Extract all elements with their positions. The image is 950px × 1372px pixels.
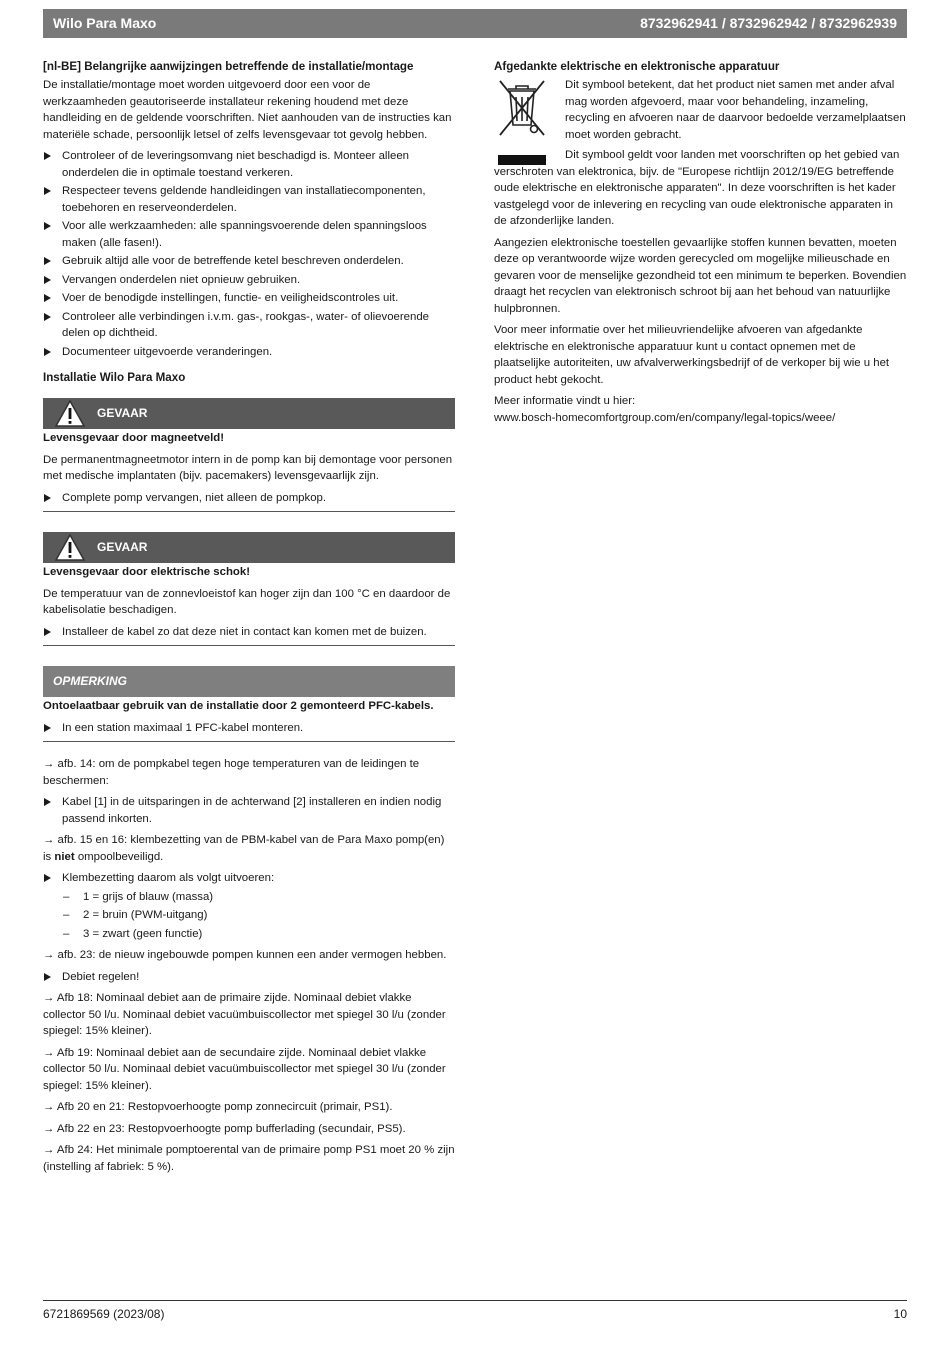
list-item: Kabel [1] in de uitsparingen in de achterwand [2] installeren en indien nodig passend inkorten. — [43, 794, 455, 827]
list-item: – 1 = grijs of blauw (massa) — [63, 889, 455, 906]
safety-list — [43, 148, 455, 360]
list-item: Installeer de kabel zo dat deze niet in contact kan komen met de buizen. — [43, 624, 455, 641]
instruction-fig20: → Afb 20 en 21: Restopvoerhoogte pomp zonnecircuit (primair, PS1). — [43, 1101, 393, 1113]
intro-title: [nl-BE] Belangrijke aanwijzingen betreffende de installatie/montage — [43, 60, 414, 73]
fig15-actions — [43, 870, 455, 887]
notice-actions — [43, 720, 455, 737]
header-bar — [43, 9, 907, 38]
weee-directive-text: Dit symbool geldt voor landen met voorschriften op het gebied van verschroten van elektronica, bijv. de "Europese richtlijn 2012/19/EG betreffende oude elektrische en elektronische apparaten". In deze voorschriften is het kader vastgelegd voor de inlevering en recycling van oude elektronische apparaten in de afzonderlijke landen. — [494, 149, 900, 227]
list-item: Klembezetting daarom als volgt uitvoeren: — [43, 870, 455, 887]
instruction-fig22: → Afb 22 en 23: Restopvoerhoogte pomp bufferlading (secundair, PS5). — [43, 1122, 406, 1135]
danger-text: De permanentmagneetmotor intern in de pomp kan bij demontage voor personen met medische implantaten (bijv. pacemakers) levensgevaarlijk zijn. — [43, 453, 453, 482]
list-item: Controleer of de leveringsomvang niet beschadigd is. Monteer alleen onderdelen die in optimale toestand verkeren. — [43, 148, 455, 181]
danger-title: Levensgevaar door elektrische schok! — [43, 566, 251, 578]
fig15-text-end: ompoolbeveiligd. — [74, 850, 164, 863]
fig23-actions — [43, 969, 455, 986]
instruction-fig15 — [43, 832, 455, 865]
danger-banner-electric — [43, 532, 455, 563]
danger-text: De temperatuur van de zonnevloeistof kan hoger zijn dan 100 °C en daardoor de kabelisolatie beschadigen. — [43, 587, 451, 616]
list-item: Documenteer uitgevoerde veranderingen. — [43, 344, 455, 361]
install-title: Installatie Wilo Para Maxo — [43, 371, 186, 384]
danger-box-magnetic — [43, 429, 455, 512]
list-item: Respecteer tevens geldende handleidingen van installatiecomponenten, toebehoren en reserveonderdelen. — [43, 183, 455, 216]
notice-title: Ontoelaatbaar gebruik van de installatie door 2 gemonteerd PFC-kabels. — [43, 700, 434, 712]
list-item: Controleer alle verbindingen i.v.m. gas-, rookgas-, water- of olievoerende delen op dichtheid. — [43, 309, 455, 342]
fig14-actions — [43, 794, 455, 827]
danger-box-electric — [43, 563, 455, 646]
list-item: In een station maximaal 1 PFC-kabel monteren. — [43, 720, 455, 737]
list-item: Complete pomp vervangen, niet alleen de pompkop. — [43, 490, 455, 507]
instruction-fig19: → Afb 19: Nominaal debiet aan de secundaire zijde. Nominaal debiet vlakke collector 50 l/u. Nominaal debiet vacuümbuiscollector met spiegel 30 l/u (zonder spiegel: 15% kleiner). — [43, 1046, 446, 1092]
notice-label: OPMERKING — [53, 674, 128, 689]
list-item: Gebruik altijd alle voor de betreffende ketel beschreven onderdelen. — [43, 253, 455, 270]
danger-label: GEVAAR — [97, 406, 148, 421]
weee-contact-text: Voor meer informatie over het milieuvriendelijke afvoeren van afgedankte elektrische en elektronische apparatuur kunt u contact opnemen met de plaatselijke autoriteiten, uw afvalverwerkingsbedrijf of de verkoper bij wie u het product hebt gekocht. — [494, 324, 890, 386]
instruction-fig23: → afb. 23: de nieuw ingebouwde pompen kunnen een ander vermogen hebben. — [43, 949, 447, 961]
weee-block — [494, 77, 907, 148]
list-item: – 3 = zwart (geen functie) — [63, 926, 455, 943]
list-item: Debiet regelen! — [43, 969, 455, 986]
left-column — [43, 59, 455, 1180]
right-column — [494, 59, 907, 431]
fig15-text: → afb. 15 en 16: klembezetting van de PBM-kabel van de Para Maxo pomp(en) is — [43, 834, 445, 863]
page-number: 10 — [893, 1307, 907, 1321]
list-item: Voer de benodigde instellingen, functie- en veiligheidscontroles uit. — [43, 290, 455, 307]
list-item: Voor alle werkzaamheden: alle spanningsvoerende delen spanningsloos maken (alle fasen!). — [43, 218, 455, 251]
weee-url[interactable]: www.bosch-homecomfortgroup.com/en/company/legal-topics/weee/ — [494, 411, 836, 424]
header-article-numbers: 8732962941 / 8732962942 / 8732962939 — [640, 15, 897, 32]
intro-text: De installatie/montage moet worden uitgevoerd door een voor de werkzaamheden geautoriseerde installateur rekening houdend met deze handleiding en de geldende voorschriften. Niet aanhouden van de instructies kan materiële schade, persoonlijk letsel of zelfs levensgevaar tot gevolg hebben. — [43, 79, 452, 141]
weee-more-info: Meer informatie vindt u hier: — [494, 395, 636, 407]
warning-triangle-icon — [43, 532, 97, 563]
warning-triangle-icon — [43, 398, 97, 429]
danger-actions — [43, 490, 455, 507]
danger-title: Levensgevaar door magneetveld! — [43, 432, 225, 444]
danger-label: GEVAAR — [97, 540, 148, 555]
weee-symbol-text: Dit symbool betekent, dat het product niet samen met ander afval mag worden afgevoerd, maar voor behandeling, inzameling, recycling en afvoeren naar de daarvoor bedoelde verzamelplaatsen moet worden gebracht. — [565, 79, 906, 141]
document-number: 6721869569 (2023/08) — [43, 1307, 165, 1321]
notice-banner — [43, 666, 455, 697]
notice-box — [43, 697, 455, 742]
terminal-list — [43, 889, 455, 943]
instruction-fig14: → afb. 14: om de pompkabel tegen hoge temperaturen van de leidingen te beschermen: — [43, 758, 420, 787]
list-item: – 2 = bruin (PWM-uitgang) — [63, 907, 455, 924]
weee-hazard-text: Aangezien elektronische toestellen gevaarlijke stoffen kunnen bevatten, moeten deze op verantwoorde wijze worden gerecycled om mogelijke milieuschade en gevaren voor de menselijke gezondheid tot een minimum te beperken. Bovendien draagt het recyclen van elektronisch schroot bij aan het behoud van natuurlijke hulpbronnen. — [494, 236, 907, 315]
crossed-out-wheelie-bin-icon — [494, 77, 565, 143]
weee-title: Afgedankte elektrische en elektronische apparatuur — [494, 60, 780, 73]
danger-banner-magnetic — [43, 398, 455, 429]
page-footer — [43, 1300, 907, 1323]
instruction-fig18: → Afb 18: Nominaal debiet aan de primaire zijde. Nominaal debiet vlakke collector 50 l/u. Nominaal debiet vacuümbuiscollector met spiegel 30 l/u (zonder spiegel: 15% kleiner). — [43, 992, 446, 1037]
list-item: Vervangen onderdelen niet opnieuw gebruiken. — [43, 272, 455, 289]
danger-actions — [43, 624, 455, 641]
instruction-fig24: → Afb 24: Het minimale pomptoerental van de primaire pomp PS1 moet 20 % zijn (instelling af fabriek: 5 %). — [43, 1144, 455, 1173]
header-product: Wilo Para Maxo — [53, 15, 157, 32]
fig15-emphasis: niet — [54, 850, 75, 863]
